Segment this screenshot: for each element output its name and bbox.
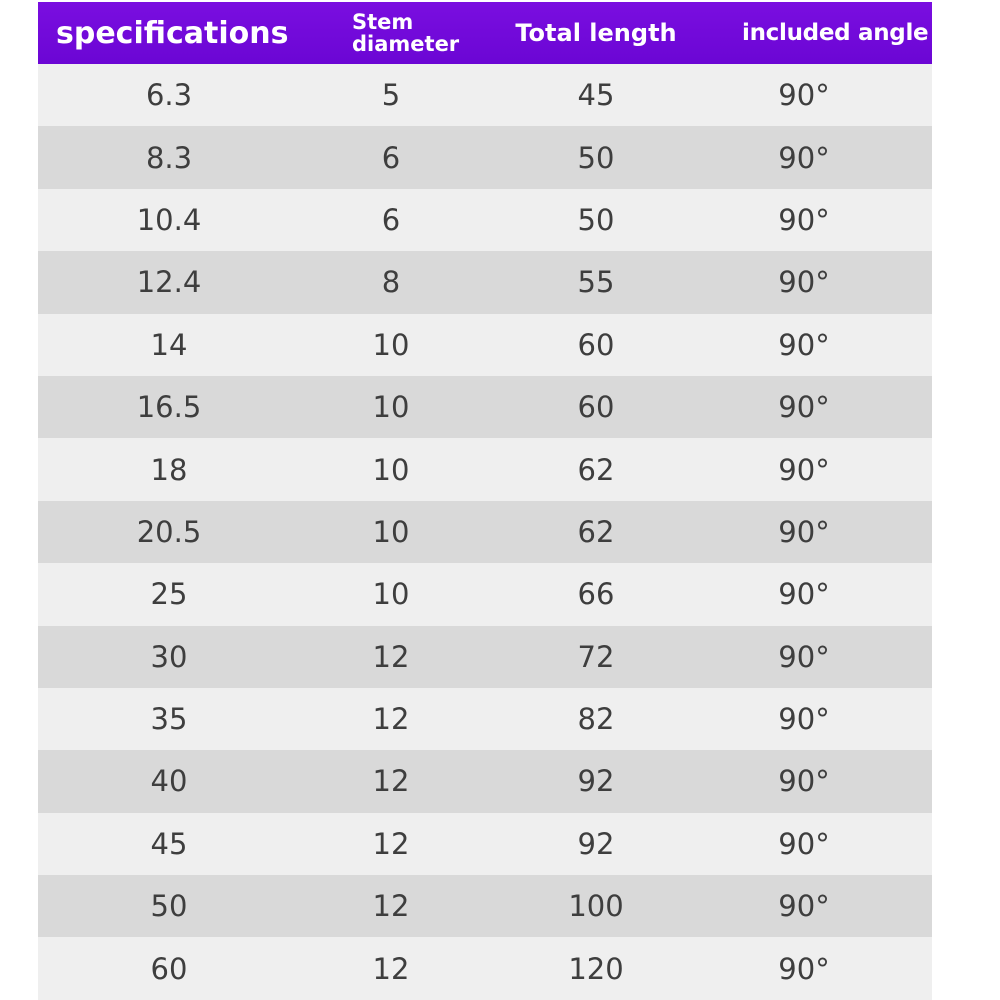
table-row xyxy=(38,501,932,563)
table-row xyxy=(38,563,932,625)
cell-included-angle: 90° xyxy=(778,327,830,362)
cell-included-angle: 90° xyxy=(778,390,830,425)
cell-total-length: 92 xyxy=(577,826,615,861)
cell-included-angle: 90° xyxy=(778,889,830,924)
cell-included-angle: 90° xyxy=(778,826,830,861)
cell-stem-diameter: 8 xyxy=(381,265,401,300)
cell-stem-diameter: 12 xyxy=(372,764,410,799)
cell-included-angle: 90° xyxy=(778,951,830,986)
cell-stem-diameter: 10 xyxy=(372,577,410,612)
cell-stem-diameter: 12 xyxy=(372,702,410,737)
cell-included-angle: 90° xyxy=(778,702,830,737)
header-stem-line1: Stem xyxy=(352,10,414,34)
table-row xyxy=(38,875,932,937)
cell-specification: 60 xyxy=(150,951,188,986)
cell-included-angle: 90° xyxy=(778,202,830,237)
cell-stem-diameter: 6 xyxy=(381,202,401,237)
table-header xyxy=(38,2,932,64)
cell-specification: 14 xyxy=(150,327,188,362)
cell-specification: 20.5 xyxy=(136,514,202,549)
cell-stem-diameter: 10 xyxy=(372,390,410,425)
cell-total-length: 60 xyxy=(577,327,615,362)
cell-total-length: 62 xyxy=(577,452,615,487)
table-row xyxy=(38,688,932,750)
header-stem-diameter xyxy=(300,2,480,64)
cell-specification: 10.4 xyxy=(136,202,202,237)
cell-stem-diameter: 12 xyxy=(372,639,410,674)
cell-stem-diameter: 10 xyxy=(372,452,410,487)
cell-included-angle: 90° xyxy=(778,514,830,549)
table-row xyxy=(38,376,932,438)
cell-included-angle: 90° xyxy=(778,78,830,113)
cell-specification: 8.3 xyxy=(145,140,193,175)
table-row xyxy=(38,64,932,126)
cell-specification: 25 xyxy=(150,577,188,612)
cell-specification: 45 xyxy=(150,826,188,861)
table-row xyxy=(38,626,932,688)
cell-total-length: 60 xyxy=(577,390,615,425)
cell-total-length: 92 xyxy=(577,764,615,799)
table-row xyxy=(38,126,932,188)
table-row xyxy=(38,251,932,313)
cell-total-length: 62 xyxy=(577,514,615,549)
cell-included-angle: 90° xyxy=(778,639,830,674)
table-row xyxy=(38,813,932,875)
cell-specification: 6.3 xyxy=(145,78,193,113)
cell-stem-diameter: 12 xyxy=(372,951,410,986)
cell-total-length: 45 xyxy=(577,78,615,113)
cell-included-angle: 90° xyxy=(778,265,830,300)
cell-specification: 35 xyxy=(150,702,188,737)
cell-stem-diameter: 10 xyxy=(372,327,410,362)
spec-table xyxy=(38,2,932,1000)
cell-specification: 12.4 xyxy=(136,265,202,300)
cell-stem-diameter: 12 xyxy=(372,889,410,924)
cell-specification: 16.5 xyxy=(136,390,202,425)
cell-stem-diameter: 12 xyxy=(372,826,410,861)
cell-total-length: 120 xyxy=(568,951,624,986)
cell-stem-diameter: 10 xyxy=(372,514,410,549)
cell-stem-diameter: 6 xyxy=(381,140,401,175)
cell-included-angle: 90° xyxy=(778,452,830,487)
cell-total-length: 55 xyxy=(577,265,615,300)
table-row xyxy=(38,314,932,376)
cell-total-length: 66 xyxy=(577,577,615,612)
table-body xyxy=(38,64,932,1000)
cell-total-length: 50 xyxy=(577,140,615,175)
table-row xyxy=(38,937,932,999)
cell-total-length: 72 xyxy=(577,639,615,674)
cell-total-length: 82 xyxy=(577,702,615,737)
cell-total-length: 100 xyxy=(568,889,624,924)
cell-specification: 40 xyxy=(150,764,188,799)
cell-specification: 18 xyxy=(150,452,188,487)
table-row xyxy=(38,438,932,500)
table-row xyxy=(38,189,932,251)
header-stem-line2: diameter xyxy=(352,32,460,56)
header-included-angle: included angle xyxy=(742,20,929,46)
cell-specification: 30 xyxy=(150,639,188,674)
header-total-length: Total length xyxy=(515,19,677,47)
cell-included-angle: 90° xyxy=(778,140,830,175)
cell-total-length: 50 xyxy=(577,202,615,237)
cell-specification: 50 xyxy=(150,889,188,924)
table-row xyxy=(38,750,932,812)
cell-included-angle: 90° xyxy=(778,764,830,799)
cell-stem-diameter: 5 xyxy=(381,78,401,113)
header-specifications: specifications xyxy=(56,15,289,51)
cell-included-angle: 90° xyxy=(778,577,830,612)
